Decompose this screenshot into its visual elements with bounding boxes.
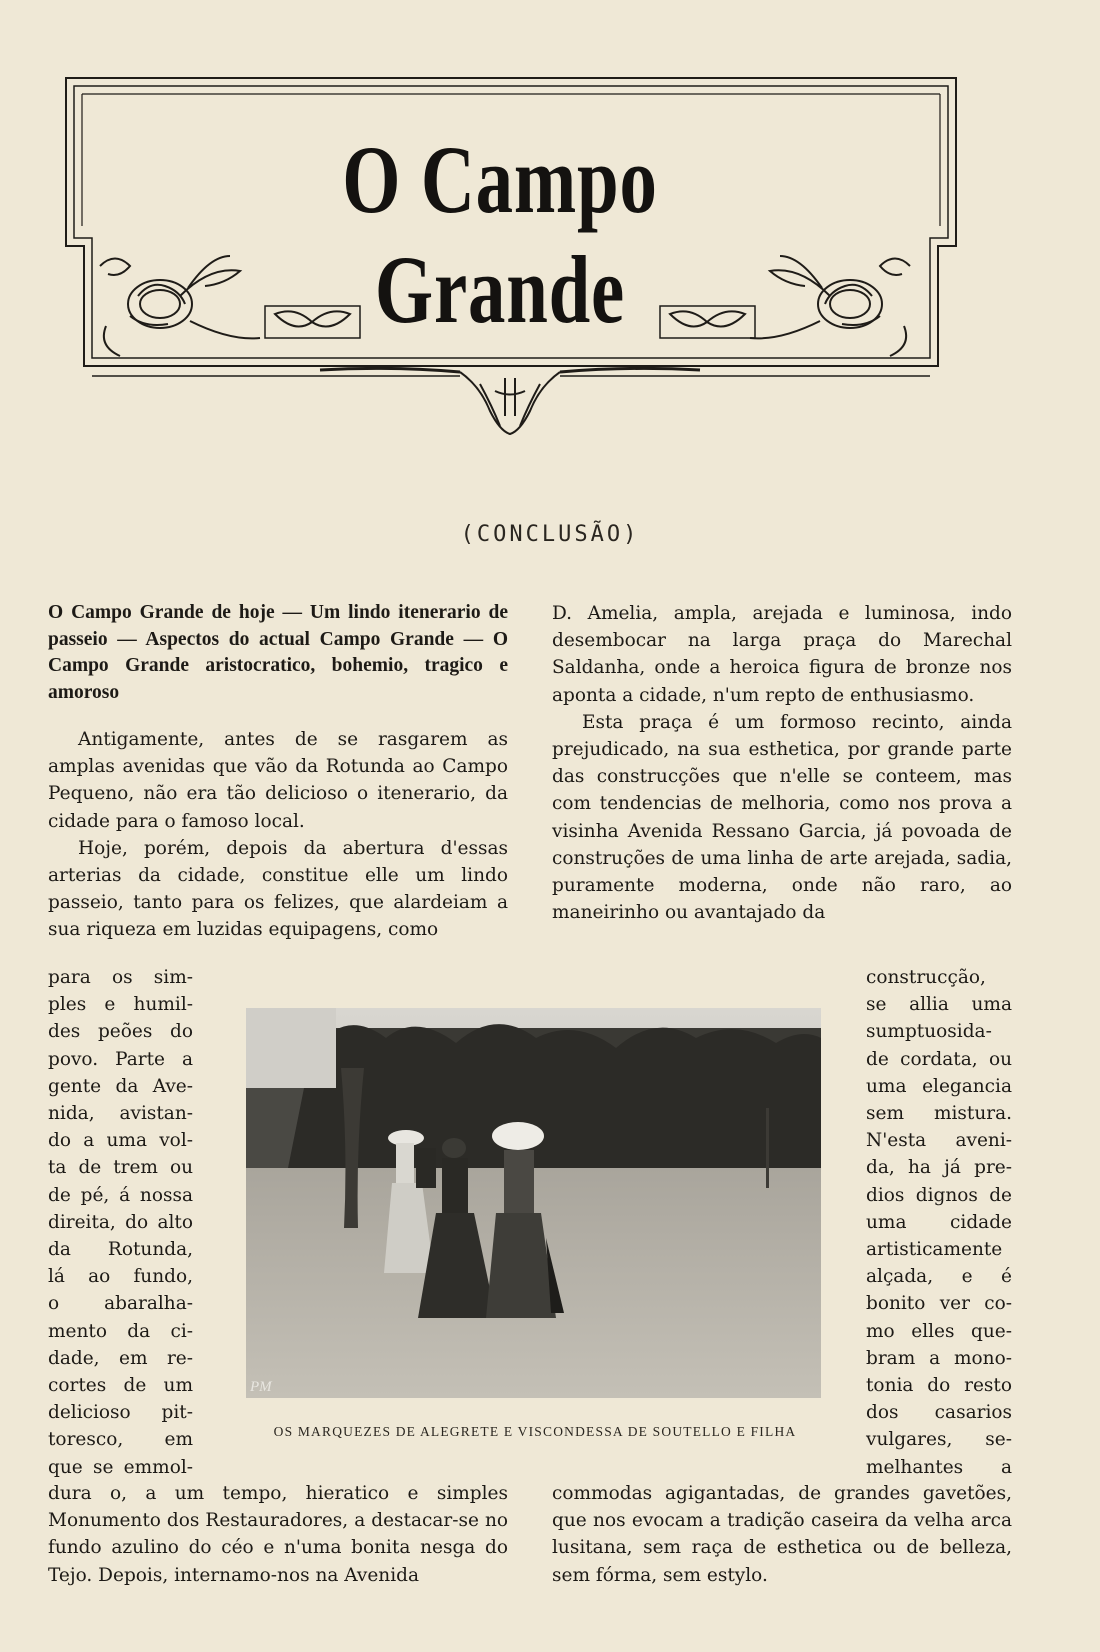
text-line: da, ha já pre- bbox=[866, 1157, 1012, 1179]
text-line: vulgares, se- bbox=[866, 1429, 1012, 1451]
text-line: bram a mono- bbox=[866, 1347, 1012, 1369]
text-line: ples e humil- bbox=[48, 994, 193, 1016]
photo-caption: OS MARQUEZES DE ALEGRETE E VISCONDESSA DE SOUTELLO E FILHA bbox=[273, 1424, 797, 1439]
right-column-ending bbox=[552, 1480, 1012, 1589]
article-summary: O Campo Grande de hoje — Um lindo itenerario de passeio — Aspectos do actual Campo Grande — O Campo Grande aristocratico, bohemio, tragico e amoroso bbox=[48, 602, 508, 703]
paragraph: commodas agigantadas, de grandes gavetões, que nos evocam a tradição caseira da velha arca lusitana, sem raça de esthetica ou de belleza, sem fórma, sem estylo. bbox=[552, 1483, 1012, 1586]
text-line: que se emmol- bbox=[48, 1456, 193, 1478]
paragraph: D. Amelia, ampla, arejada e luminosa, indo desembocar na larga praça do Marechal Saldanha, onde a heroica figura de bronze nos aponta a cidade, n'um repto de enthusiasmo. bbox=[552, 603, 1012, 706]
text-line: do a uma vol- bbox=[48, 1130, 193, 1152]
text-line: melhantes a bbox=[866, 1456, 1012, 1478]
text-line: N'esta aveni- bbox=[866, 1130, 1012, 1152]
text-line: tonia do resto bbox=[866, 1375, 1012, 1397]
photograph bbox=[246, 1008, 821, 1398]
text-line: da Rotunda, bbox=[48, 1239, 193, 1261]
text-line: povo. Parte a bbox=[48, 1048, 193, 1070]
page-title: O Campo Grande bbox=[342, 126, 658, 343]
subtitle: (CONCLUSÃO) bbox=[460, 522, 640, 547]
text-line: nida, avistan- bbox=[48, 1103, 193, 1125]
left-wrap-text bbox=[48, 964, 193, 1481]
text-line: dade, em re- bbox=[48, 1347, 193, 1369]
text-line: ta de trem ou bbox=[48, 1157, 193, 1179]
text-line: lá ao fundo, bbox=[48, 1266, 193, 1288]
text-line: toresco, em bbox=[48, 1429, 193, 1451]
text-line: gente da Ave- bbox=[48, 1075, 193, 1097]
text-line: bonito ver co- bbox=[866, 1293, 1012, 1315]
paragraph: Antigamente, antes de se rasgarem as amplas avenidas que vão da Rotunda ao Campo Pequeno, não era tão delicioso o itenerario, da cidade para o famoso local. bbox=[48, 729, 508, 832]
text-line: uma cidade bbox=[866, 1211, 1012, 1233]
text-line: delicioso pit- bbox=[48, 1402, 193, 1424]
right-wrap-text bbox=[866, 964, 1012, 1481]
text-line: mento da ci- bbox=[48, 1320, 193, 1342]
right-column bbox=[552, 600, 1012, 926]
paragraph: Hoje, porém, depois da abertura d'essas arterias da cidade, constitue elle um lindo passeio, tanto para os felizes, que alardeiam a sua riqueza em luzidas equipagens, como bbox=[48, 837, 508, 941]
text-line: artisticamente bbox=[866, 1239, 1003, 1261]
text-line: construcção, bbox=[866, 967, 986, 988]
text-line: de pé, á nossa bbox=[48, 1184, 193, 1206]
left-column-ending bbox=[48, 1480, 508, 1589]
text-line: des peões do bbox=[48, 1021, 193, 1043]
text-line: o abaralha- bbox=[48, 1293, 193, 1315]
text-line: direita, do alto bbox=[48, 1211, 193, 1233]
text-line: sumptuosida- bbox=[866, 1021, 992, 1043]
text-line: dos casarios bbox=[866, 1402, 1012, 1424]
left-column bbox=[48, 600, 508, 944]
text-line: alçada, e é bbox=[866, 1266, 1012, 1288]
text-line: dios dignos de bbox=[866, 1184, 1012, 1206]
paragraph: Esta praça é um formoso recinto, ainda prejudicado, na sua esthetica, por grande parte das construcções que n'elle se conteem, mas com tendencias de melhoria, como nos prova a visinha Avenida Ressano Garcia, já povoada de construções de uma linha de arte arejada, sadia, puramente moderna, onde não raro, ao maneirinho ou avantajado da bbox=[552, 711, 1012, 924]
text-line: se allia uma bbox=[866, 994, 1012, 1016]
text-line: sem mistura. bbox=[866, 1103, 1012, 1125]
photographer-signature: PM bbox=[250, 1379, 272, 1395]
text-line: uma elegancia bbox=[866, 1075, 1012, 1097]
text-line: para os sim- bbox=[48, 967, 193, 988]
text-line: de cordata, ou bbox=[866, 1048, 1012, 1070]
park-scene-illustration bbox=[246, 1008, 821, 1398]
text-line: mo elles que- bbox=[866, 1320, 1012, 1342]
paragraph: dura o, a um tempo, hieratico e simples Monumento dos Restauradores, a destacar-se no fundo azulino do céo e n'uma bonita nesga do Tejo. Depois, internamo-nos na Avenida bbox=[48, 1483, 508, 1586]
text-line: cortes de um bbox=[48, 1375, 193, 1397]
